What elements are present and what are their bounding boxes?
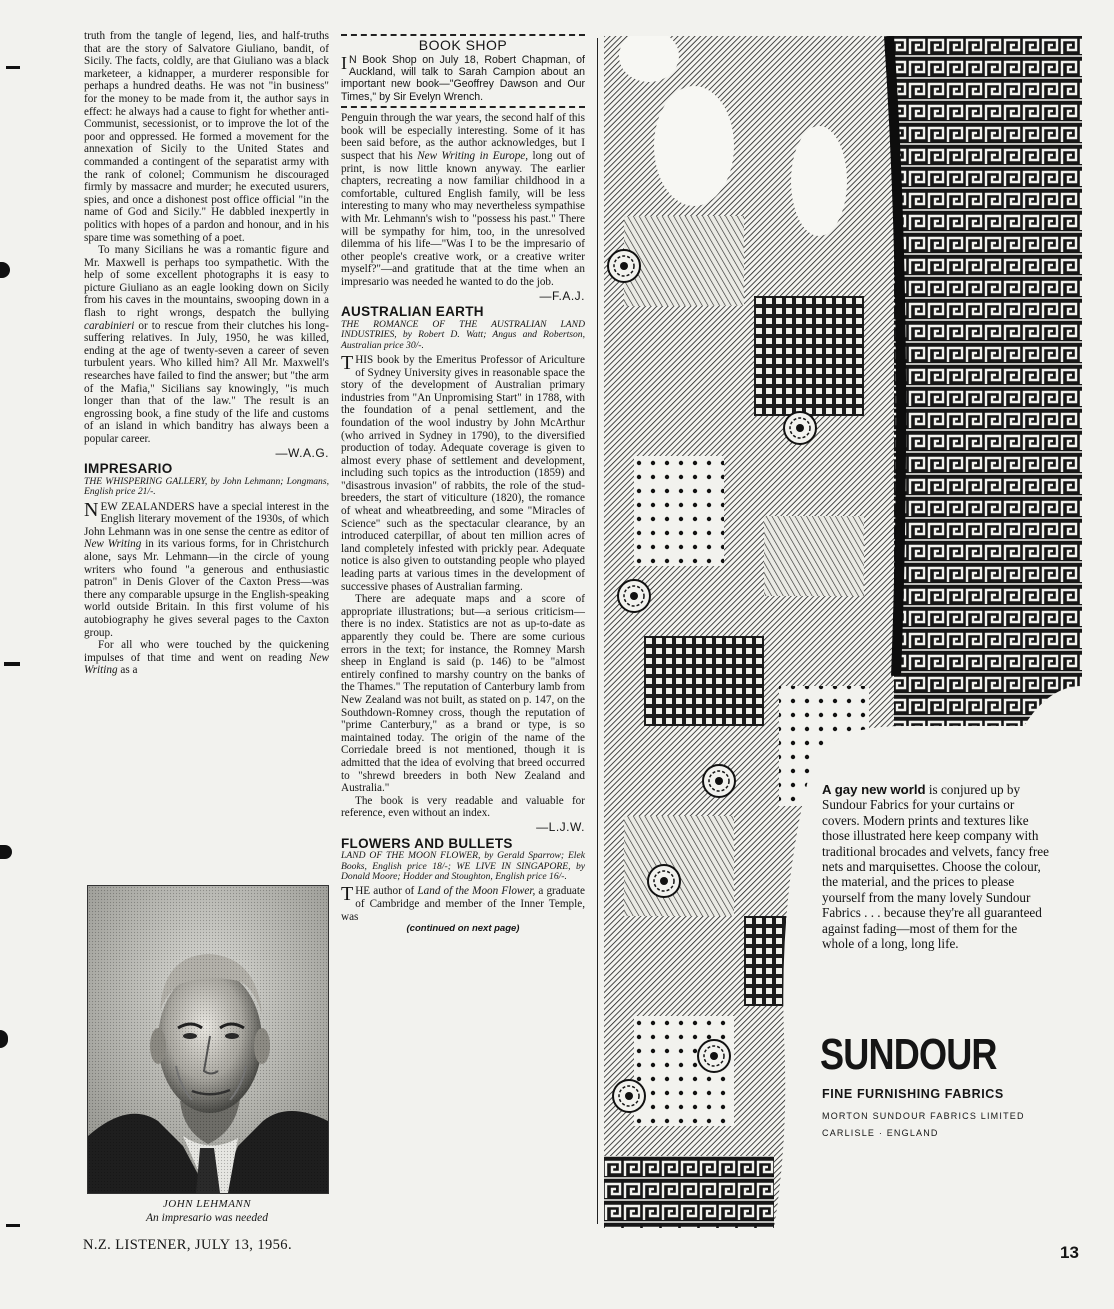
binding-mark bbox=[0, 1030, 8, 1048]
drop-cap: N bbox=[84, 498, 99, 521]
column-left bbox=[84, 30, 329, 677]
brand-tagline: FINE FURNISHING FABRICS bbox=[822, 1087, 1004, 1101]
article-paragraph: Penguin through the war years, the second half of this book will be especially interesting. Some of it has been said before, as the author acknowledges, but I suspect that his New Writing in Europe, long out of print, is now little known anyway. The earlier chapters, recreating a now familiar childhood in a comfortable, cultured English family, will be less interesting to many who may nevertheless sympathise with Mr. Lehmann's wish to "possess his past." There will be sympathy for him, too, in the unresolved dilemma of his life—"Was I to be the impresario of other people's creative work, or a creative writer myself?"—and gratitude that at the time when an impresario was needed he wanted to do the job. bbox=[341, 112, 585, 288]
review-heading: IMPRESARIO bbox=[84, 461, 173, 477]
article-paragraph: To many Sicilians he was a romantic figure and Mr. Maxwell is perhaps too sympathetic. With the help of some excellent photographs it is easy to picture Giuliano as an eagle looking down on Sicily from his caves in the mountains, swooping down in a flash to right wrongs, despatch the bullying carabinieri or to rescue from their clutches his long-suffering relatives. In July, 1950, he was killed, ending at the age of twenty-seven a career of seven turbulent years. Who killed him? All Mr. Maxwell's researches have failed to find the answer; but "the arm of the Mafia," Sicilians say knowingly, "is much longer than that of the law." The result is an engrossing book, a fine study of the life and customs of an island in which banditry has always been a popular career. bbox=[84, 244, 329, 445]
caption-subtitle: An impresario was needed bbox=[146, 1212, 268, 1224]
brand-company: MORTON SUNDOUR FABRICS LIMITED CARLISLE · ENGLAND bbox=[822, 1111, 1025, 1138]
drop-cap: T bbox=[341, 351, 354, 374]
book-byline: THE ROMANCE OF THE AUSTRALIAN LAND INDUSTRIES, by Robert D. Watt; Angus and Robertson, Australian price 30/-. bbox=[341, 318, 585, 351]
caption-name: JOHN LEHMANN bbox=[162, 1198, 252, 1210]
ad-copy: A gay new world is conjured up by Sundour Fabrics for your curtains or covers. Modern prints and textures like those illustrated here keep company with traditional brocades and velvets, fancy free nets and marquisettes. Choose the colour, the material, and the prices to please yourself from the many lovely Sundour Fabrics . . . because they're all guaranteed against fading—most of them for the whole of a long, long life. bbox=[822, 782, 1050, 952]
photo-caption bbox=[87, 1197, 327, 1225]
binding-mark bbox=[6, 1224, 20, 1227]
article-paragraph: For all who were touched by the quickening impulses of that time and went on reading New Writing as a bbox=[84, 639, 329, 677]
article-paragraph: THE author of Land of the Moon Flower, a graduate of Cambridge and member of the Inner Temple, was bbox=[341, 883, 585, 923]
page-number: 13 bbox=[1060, 1243, 1079, 1262]
binding-mark bbox=[0, 262, 10, 278]
article-paragraph: truth from the tangle of legend, lies, and half-truths that are the story of Salvatore Giuliano, bandit, of Sicily. The facts, coldly, are that Giuliano was a black marketeer, a kidnapper, a murderer responsible for perhaps a hundred deaths. He was not "in business" for the money to be made from it, the author says in effect: he always had a cause to fight for whether anti-Communist, secessionist, or to improve the lot of the poor and oppressed. He formed a movement for the annexation of Sicily to the United States and commanded a contingent of the separatist army with the rank of colonel; Communism he discouraged firmly by massacre and murder; he executed usurers, spies, and once a dishonest post office official "in the name of God and Sicily." He dabbled inexpertly in politics with hopes of a pardon and honour, and in his spare time was something of a poet. bbox=[84, 30, 329, 244]
box-title: BOOK SHOP bbox=[418, 37, 508, 53]
article-paragraph: The book is very readable and valuable for reference, even without an index. bbox=[341, 794, 585, 820]
continued-note: (continued on next page) bbox=[406, 923, 520, 935]
publication-footer: N.Z. LISTENER, JULY 13, 1956. bbox=[83, 1237, 292, 1253]
article-paragraph: There are adequate maps and a score of appropriate illustrations; but—a serious criticism—there is no index. Statistics are not as up-to-date as apparently they could be. There are some curious errors in the text; for instance, the Romney Marsh sheep in England is said (p. 146) to be "almost entirely confined to marshy country on the banks of the Thames." The reputation of Canterbury lamb from New Zealand was not built, as stated on p. 147, on the Southdown-Romney cross, though the reputation of "prime Canterbury," as a brand or type, is so maintained today. The origin of the name of the Corriedale breed is not mentioned, though it is admitted that the idea of evolving that breed occurred to "shrewd breeders in both New Zealand and Australia." bbox=[341, 593, 585, 795]
portrait-photo bbox=[87, 885, 329, 1194]
article-paragraph: THIS book by the Emeritus Professor of Ariculture of Sydney University gives in reasonable space the story of the development of Australian primary industries from "An Unpromising Start" in 1788, with the foundation of a penal settlement, and the foundation of the wool industry by John McArthur (who arrived in Sydney in 1790), to the diversified production of today. Adequate coverage is given to almost every phase of settlement and development, including such topics as the introduction (1859) and "disastrous invasion" of rabbits, the role of the stud-breeders, the start of viticulture (1820), the romance of wheat and wheatbreeding, and some "Miracles of Science" such as the spectacular clearance, by an introduced caterpillar, of about ten million acres of land completely infested with prickly pear. Adequate notice is also given to outstanding people who played leading parts at various times in the development of successive phases of Australian farming. bbox=[341, 351, 585, 593]
article-paragraph: NEW ZEALANDERS have a special interest in the English literary movement of the 1930s, of which John Lehmann was in one sense the centre as editor of New Writing in its various forms, for in Christchurch alone, says Mr. Lehmann—in the circle of young writers who found "a generous and enthusiastic patron" in Denis Glover of the Caxton Press—was there any comparable upsurge in the English-speaking world outside Britain. In this first volume of his autobiography he gives several pages to the Caxton group. bbox=[84, 498, 329, 639]
binding-mark bbox=[6, 66, 20, 69]
reviewer-signature: —F.A.J. bbox=[539, 288, 585, 303]
book-byline: THE WHISPERING GALLERY, by John Lehmann; Longmans, English price 21/-. bbox=[84, 475, 329, 498]
drop-cap: T bbox=[341, 883, 354, 906]
column-middle bbox=[341, 34, 585, 936]
review-heading: AUSTRALIAN EARTH bbox=[341, 304, 484, 320]
column-rule bbox=[597, 38, 598, 1224]
reviewer-signature: —L.J.W. bbox=[536, 819, 585, 834]
brand-logo: SUNDOUR bbox=[820, 1030, 997, 1079]
binding-mark bbox=[0, 845, 12, 859]
review-heading: FLOWERS AND BULLETS bbox=[341, 835, 513, 851]
ad-lead: A gay new world bbox=[822, 782, 926, 797]
box-text: I N Book Shop on July 18, Robert Chapman, of Auckland, will talk to Sarah Campion about an important new book—"Geoffrey Dawson and Our Times," by Sir Evelyn Wrench. bbox=[341, 52, 585, 103]
portrait-illustration bbox=[88, 886, 328, 1193]
book-shop-box bbox=[341, 34, 585, 108]
book-byline: LAND OF THE MOON FLOWER, by Gerald Sparrow; Elek Books, English price 18/-; WE LIVE IN SINGAPORE, by Donald Moore; Hodder and Stoughton, English price 16/-. bbox=[341, 850, 585, 882]
reviewer-signature: —W.A.G. bbox=[275, 445, 329, 460]
binding-mark bbox=[4, 662, 20, 666]
